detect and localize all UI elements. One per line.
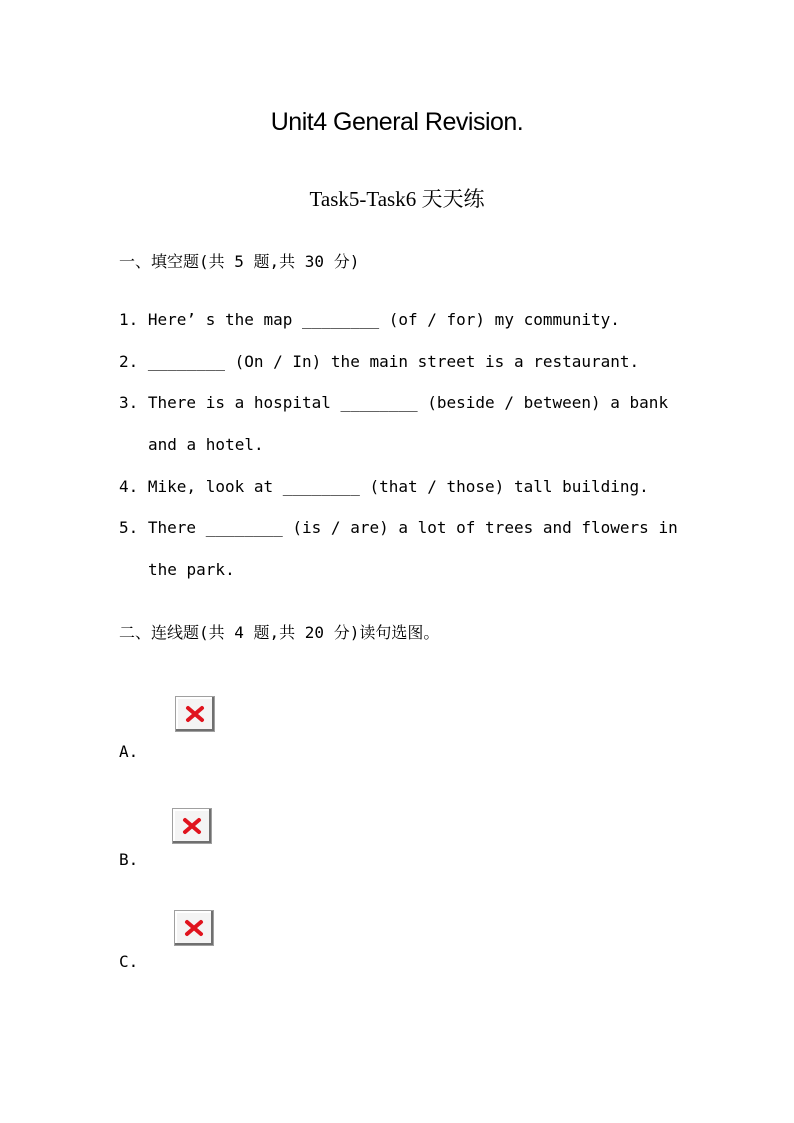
section-heading-fill-in: 一、填空题(共 5 题,共 30 分)	[119, 252, 360, 271]
broken-image-icon	[172, 808, 212, 844]
option-b-label: B.	[119, 850, 139, 869]
question-2: 2. ________ (On / In) the main street is a restaurant.	[119, 352, 640, 371]
broken-image-icon	[174, 910, 214, 946]
question-4: 4. Mike, look at ________ (that / those) tall building.	[119, 477, 649, 496]
option-c-label: C.	[119, 952, 139, 971]
option-a-label: A.	[119, 742, 139, 761]
broken-image-icon	[175, 696, 215, 732]
page-subtitle: Task5-Task6 天天练	[309, 187, 485, 211]
question-1: 1. Here’ s the map ________ (of / for) my community.	[119, 310, 620, 329]
section-heading-matching: 二、连线题(共 4 题,共 20 分)读句选图。	[119, 623, 440, 642]
question-3-continued: and a hotel.	[148, 435, 264, 454]
question-5-continued: the park.	[148, 560, 235, 579]
question-5: 5. There ________ (is / are) a lot of trees and flowers in	[119, 518, 678, 537]
question-3: 3. There is a hospital ________ (beside / between) a bank	[119, 393, 669, 412]
page-title: Unit4 General Revision.	[270, 108, 524, 136]
